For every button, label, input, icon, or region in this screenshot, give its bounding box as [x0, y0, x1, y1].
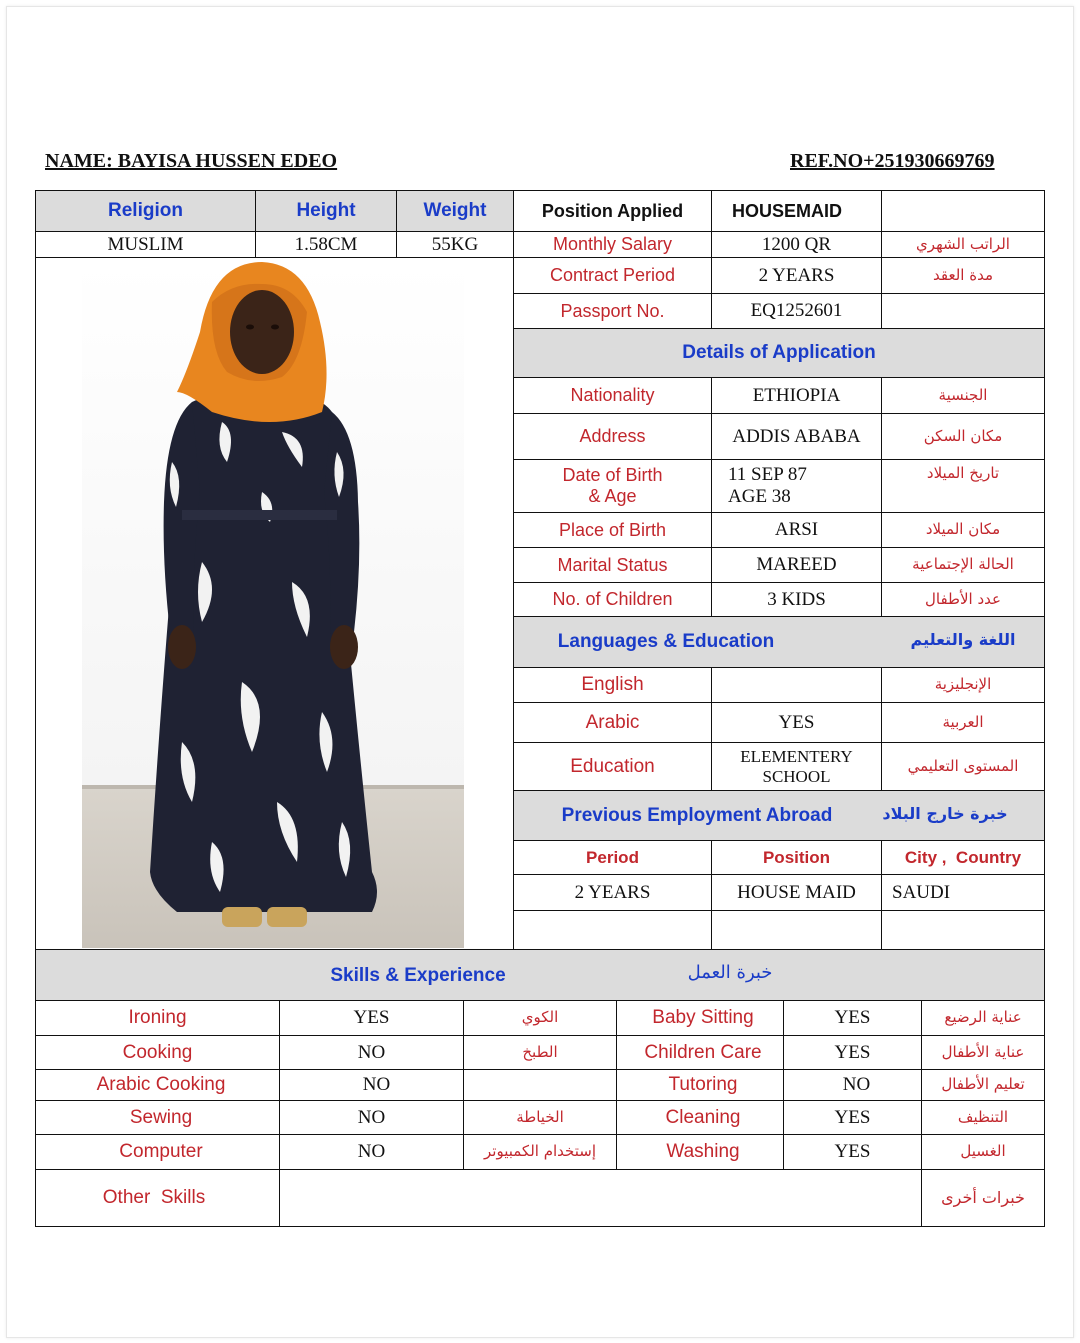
children-value: 3 KIDS [767, 588, 826, 610]
monthly-salary-value: 1200 QR [761, 233, 832, 255]
skill-arabic-cooking-value: NO [362, 1074, 391, 1096]
skill-computer-arabic: إستخدام الكمبيوتر [484, 1142, 596, 1161]
position-applied-value: HOUSEMAID [732, 200, 843, 221]
employment-position: HOUSE MAID [737, 881, 856, 903]
monthly-salary-label: Monthly Salary [552, 234, 673, 255]
skill-cleaning-label: Cleaning [665, 1106, 741, 1128]
contract-period-arabic: مدة العقد [933, 265, 993, 284]
languages-title-arabic: اللغة والتعليم [910, 629, 1016, 649]
position-applied-label: Position Applied [541, 200, 684, 221]
marital-status-value: MAREED [756, 554, 837, 576]
skill-washing-arabic: الغسيل [960, 1142, 1006, 1161]
skill-sewing-arabic: الخياطة [516, 1107, 564, 1126]
skill-washing-label: Washing [666, 1141, 740, 1163]
religion-label: Religion [108, 200, 183, 222]
other-skills-arabic: خبرات أخرى [941, 1187, 1025, 1207]
height-label: Height [296, 200, 356, 222]
skill-cooking-value: NO [357, 1041, 386, 1063]
arabic-value: YES [778, 711, 815, 733]
skill-children-care-arabic: عناية الأطفال [941, 1042, 1025, 1061]
skill-cooking-label: Cooking [122, 1041, 193, 1063]
skill-ironing-arabic: الكوي [521, 1008, 559, 1027]
languages-title: Languages & Education [557, 631, 775, 653]
religion-value: MUSLIM [107, 233, 184, 255]
candidate-photo [82, 262, 464, 948]
address-label: Address [579, 426, 646, 447]
employment-location-header: City , Country [904, 847, 1022, 867]
skill-cleaning-arabic: التنظيف [957, 1107, 1009, 1126]
skill-baby-sitting-value: YES [834, 1007, 871, 1029]
marital-status-arabic: الحالة الإجتماعية [912, 555, 1014, 574]
employment-location: SAUDI [892, 881, 951, 903]
passport-value: EQ1252601 [750, 300, 843, 322]
line [35, 257, 513, 258]
skill-sewing-label: Sewing [129, 1106, 193, 1128]
employment-period-header: Period [586, 847, 639, 867]
height-value: 1.58CM [294, 233, 358, 255]
skill-baby-sitting-arabic: عناية الرضيع [944, 1008, 1022, 1027]
skill-arabic-cooking-arabic [464, 1070, 616, 1100]
passport-label: Passport No. [560, 300, 665, 321]
skills-title-arabic: خبرة العمل [687, 962, 773, 984]
line [1044, 190, 1045, 1227]
details-title: Details of Application [682, 342, 876, 364]
weight-value: 55KG [431, 233, 479, 255]
line [513, 910, 1045, 911]
skill-computer-value: NO [357, 1141, 386, 1163]
marital-status-label: Marital Status [557, 554, 668, 575]
line [35, 1226, 1045, 1227]
skill-tutoring-arabic: تعليم الأطفال [941, 1075, 1025, 1094]
skill-cleaning-value: YES [834, 1106, 871, 1128]
dob-value: 11 SEP 87 AGE 38 [728, 464, 807, 507]
place-of-birth-value: ARSI [774, 519, 819, 541]
address-value: ADDIS ABABA [732, 425, 861, 447]
skill-children-care-label: Children Care [644, 1041, 762, 1063]
skills-title: Skills & Experience [330, 964, 506, 986]
children-arabic: عدد الأطفال [925, 589, 1001, 608]
place-of-birth-arabic: مكان الميلاد [925, 520, 1001, 539]
arabic-label: Arabic [585, 711, 640, 733]
english-value [712, 668, 881, 702]
employment-title-arabic: خبرة خارج البلاد [882, 803, 1008, 823]
skill-tutoring-label: Tutoring [668, 1074, 738, 1096]
education-arabic: المستوى التعليمي [907, 756, 1019, 775]
contract-period-label: Contract Period [549, 265, 676, 286]
weight-label: Weight [423, 200, 487, 222]
employment-period: 2 YEARS [574, 881, 651, 903]
skill-tutoring-value: NO [842, 1074, 871, 1096]
nationality-arabic: الجنسية [938, 385, 988, 404]
skill-children-care-value: YES [834, 1041, 871, 1063]
candidate-name: NAME: BAYISA HUSSEN EDEO [45, 150, 338, 172]
education-value: ELEMENTERY SCHOOL [740, 746, 853, 786]
nationality-value: ETHIOPIA [752, 384, 841, 406]
skill-baby-sitting-label: Baby Sitting [652, 1007, 754, 1029]
dob-label: Date of Birth & Age [562, 465, 663, 506]
english-label: English [581, 674, 644, 696]
skill-arabic-cooking-label: Arabic Cooking [96, 1074, 226, 1096]
dob-arabic: تاريخ الميلاد [926, 464, 1000, 483]
skill-ironing-value: YES [353, 1007, 390, 1029]
employment-title: Previous Employment Abroad [561, 804, 833, 826]
english-arabic: الإنجليزية [934, 675, 992, 694]
skill-computer-label: Computer [119, 1141, 203, 1163]
education-label: Education [570, 755, 655, 777]
skill-ironing-label: Ironing [128, 1007, 187, 1029]
children-label: No. of Children [552, 589, 673, 610]
place-of-birth-label: Place of Birth [558, 519, 667, 540]
employment-position-header: Position [762, 847, 831, 867]
arabic-arabic: العربية [942, 712, 984, 731]
skill-sewing-value: NO [357, 1106, 386, 1128]
other-skills-label: Other Skills [102, 1187, 206, 1209]
address-arabic: مكان السكن [923, 426, 1003, 445]
monthly-salary-arabic: الراتب الشهري [916, 234, 1010, 253]
line [35, 949, 1045, 950]
nationality-label: Nationality [570, 385, 655, 406]
reference-number: REF.NO+251930669769 [790, 150, 995, 172]
skill-cooking-arabic: الطبخ [522, 1042, 558, 1061]
contract-period-value: 2 YEARS [758, 264, 835, 286]
skill-washing-value: YES [834, 1141, 871, 1163]
